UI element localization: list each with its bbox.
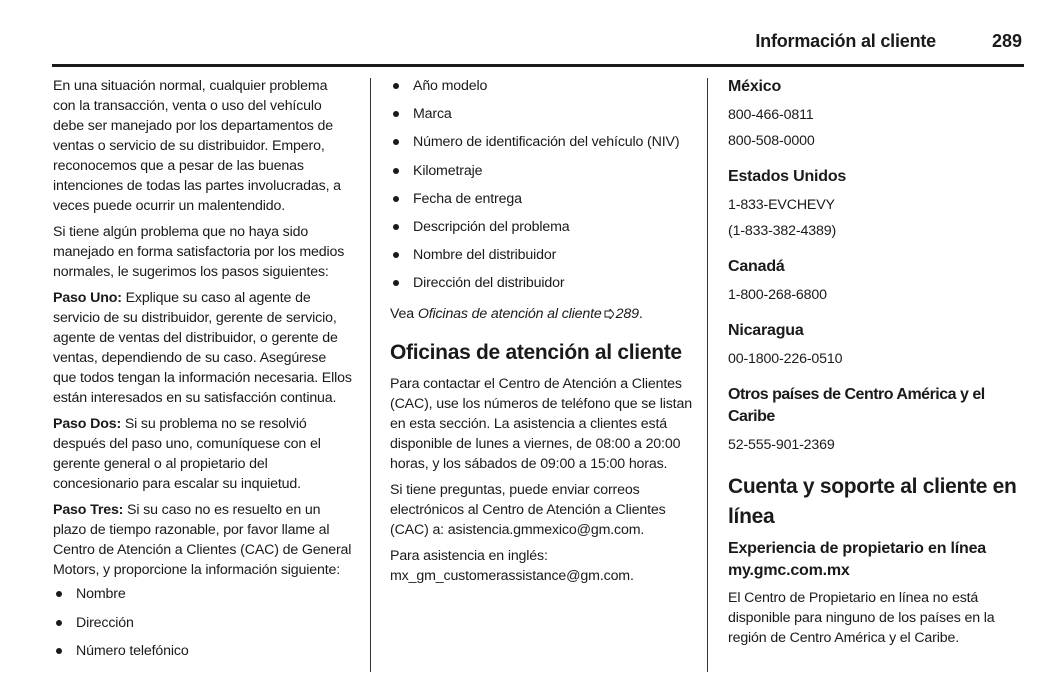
country-name: Nicaragua	[728, 322, 804, 339]
page-header	[52, 28, 1024, 67]
phone-number: 00-1800-226-0510	[728, 351, 843, 367]
column-3	[728, 76, 1028, 654]
country-block-mexico	[728, 76, 1028, 154]
step-two	[53, 414, 353, 494]
bullet-icon	[393, 252, 399, 258]
cross-reference-link[interactable]: Oficinas de atención al cliente	[417, 305, 602, 322]
section-heading-online-support: Cuenta y soporte al cliente en línea	[728, 475, 1017, 528]
column-1	[53, 76, 353, 670]
cross-reference-page[interactable]: 289	[615, 305, 639, 322]
step-one-label: Paso Uno:	[53, 290, 122, 306]
column-2	[390, 76, 695, 592]
contact-paragraph: Para contactar el Centro de Atención a Clientes (CAC), use los números de teléfono que se listan en esta sección. La asistencia a clientes está disponible de lunes a viernes, de 08:00 a 20:00 horas, y los sábados de 09:00 a 15:00 horas.	[390, 375, 692, 472]
list-item: Marca	[390, 104, 695, 132]
phone-number: 800-508-0000	[728, 133, 815, 149]
info-list-part2	[390, 76, 695, 302]
list-item: Número telefónico	[53, 641, 353, 670]
bullet-icon	[393, 111, 399, 117]
bullet-icon	[393, 224, 399, 230]
country-block-nicaragua	[728, 320, 1028, 372]
step-one	[53, 288, 353, 408]
list-item: Nombre del distribuidor	[390, 245, 695, 273]
step-three	[53, 500, 353, 580]
bullet-icon	[56, 648, 62, 654]
subheading-owner-experience: Experiencia de propietario en línea my.gmc.com.mx	[728, 540, 986, 579]
page-number: 289	[991, 31, 1022, 51]
section-heading-offices: Oficinas de atención al cliente	[390, 340, 682, 364]
column-divider-1	[370, 78, 371, 672]
country-block-canada	[728, 256, 1028, 308]
step-two-text: Si su problema no se resolvió después del paso uno, comuníquese con el gerente general o al propietario del concesionario para escalar su inquietud.	[53, 416, 321, 492]
list-item: Kilometraje	[390, 161, 695, 189]
bullet-icon	[393, 196, 399, 202]
steps-intro-paragraph: Si tiene algún problema que no haya sido manejado en forma satisfactoria por los medios normales, le sugerimos los pasos siguientes:	[53, 224, 345, 280]
english-email: mx_gm_customerassistance@gm.com.	[390, 567, 634, 584]
bullet-icon	[393, 83, 399, 89]
step-three-text: Si su caso no es resuelto en un plazo de tiempo razonable, por favor llame al Centro de Atención a Clientes (CAC) de General Motors, y proporcione la información siguiente:	[53, 502, 352, 578]
step-one-text: Explique su caso al agente de servicio de su distribuidor, gerente de servicio, agente de ventas del distribuidor, o gerente de ventas, dependiendo de su caso. Asegúrese que todos tengan la información necesaria. Ellos están interesados en su satisfacción continua.	[53, 290, 352, 406]
email-paragraph: Si tiene preguntas, puede enviar correos electrónicos al Centro de Atención a Clientes (CAC) a: asistencia.gmmexico@gm.com.	[390, 481, 666, 538]
list-item: Dirección del distribuidor	[390, 273, 695, 301]
bullet-icon	[56, 620, 62, 626]
country-block-usa	[728, 166, 1028, 244]
bullet-icon	[56, 591, 62, 597]
list-item: Descripción del problema	[390, 217, 695, 245]
list-item: Número de identificación del vehículo (NIV)	[390, 132, 695, 160]
phone-number: 1-833-EVCHEVY	[728, 197, 835, 213]
bullet-icon	[393, 280, 399, 286]
column-divider-2	[707, 78, 708, 672]
intro-paragraph: En una situación normal, cualquier problema con la transacción, venta o uso del vehículo debe ser manejado por los departamentos de ventas o servicio de su distribuidor. Empero, reconocemos que a pesar de las buenas intenciones de todas las partes involucradas, a veces puede ocurrir un malentendido.	[53, 78, 341, 214]
bullet-icon	[393, 168, 399, 174]
step-three-label: Paso Tres:	[53, 502, 124, 518]
phone-number: 1-800-268-6800	[728, 287, 827, 303]
page-reference-arrow-icon	[604, 309, 614, 319]
list-item: Dirección	[53, 613, 353, 642]
info-list-part1	[53, 584, 353, 670]
country-block-others	[728, 384, 1028, 458]
bullet-icon	[393, 139, 399, 145]
step-two-label: Paso Dos:	[53, 416, 122, 432]
country-name: Canadá	[728, 258, 785, 275]
english-assistance-paragraph: Para asistencia en inglés: mx_gm_customerassistance@gm.com.	[390, 547, 634, 584]
country-name: México	[728, 78, 782, 95]
section-title: Información al cliente	[755, 31, 936, 51]
list-item: Año modelo	[390, 76, 695, 104]
phone-number: (1-833-382-4389)	[728, 223, 837, 239]
country-name: Otros países de Centro América y el Caribe	[728, 386, 985, 425]
list-item: Nombre	[53, 584, 353, 613]
cross-reference: Vea Oficinas de atención al cliente 289.	[390, 305, 643, 322]
phone-number: 52-555-901-2369	[728, 437, 835, 453]
phone-number: 800-466-0811	[728, 107, 814, 123]
list-item: Fecha de entrega	[390, 189, 695, 217]
owner-center-paragraph: El Centro de Propietario en línea no está disponible para ninguno de los países en la región de Centro América y el Caribe.	[728, 590, 995, 646]
country-name: Estados Unidos	[728, 168, 847, 185]
